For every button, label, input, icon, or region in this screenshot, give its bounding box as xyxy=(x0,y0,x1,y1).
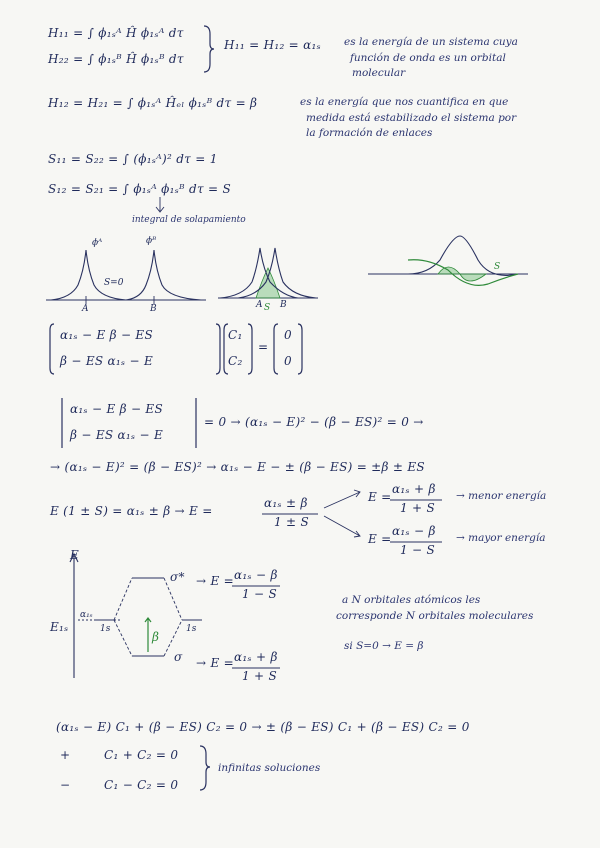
note-alpha-3: molecular xyxy=(352,67,406,79)
square-root-line: → (α₁ₛ − E)² = (β − ES)² → α₁ₛ − E − ± (β − ES) = ±β ± ES xyxy=(50,460,425,474)
note-n-orbitals-1: a N orbitales atómicos les xyxy=(342,594,481,606)
diagram-e1s: E₁ₛ xyxy=(50,620,69,634)
e-minus: E = xyxy=(368,532,392,546)
diagram-1s-left: 1s xyxy=(100,624,111,634)
final-equation-1: (α₁ₛ − E) C₁ + (β − ES) C₂ = 0 → ± (β − ES) C₁ + (β − ES) C₂ = 0 xyxy=(56,720,470,734)
h12-equation: H₁₂ = H₂₁ = ∫ ϕ₁ₛᴬ Ĥₑₗ ϕ₁ₛᴮ dτ = β xyxy=(48,96,258,110)
diagram-beta: β xyxy=(152,630,160,644)
diagram-sigma-star-eq: → E = xyxy=(196,574,234,588)
final-minus-sign: − xyxy=(60,778,71,792)
overlap-s-label: S xyxy=(264,303,271,313)
zero-1: 0 xyxy=(284,328,292,342)
h22-equation: H₂₂ = ∫ ϕ₁ₛᴮ Ĥ ϕ₁ₛᴮ dτ xyxy=(48,52,184,66)
final-brace xyxy=(196,744,212,792)
point-a2-label: A xyxy=(256,300,263,310)
e-minus-note: → mayor energía xyxy=(456,532,546,544)
s12-equation: S₁₂ = S₂₁ = ∫ ϕ₁ₛᴬ ϕ₁ₛᴮ dτ = S xyxy=(48,182,232,196)
point-a-label: A xyxy=(82,304,89,314)
wave-s-label: S xyxy=(494,262,501,272)
energy-fraction-den: 1 ± S xyxy=(274,515,310,529)
final-plus-sign: + xyxy=(60,748,71,762)
diagram-sigma-den: 1 + S xyxy=(242,669,278,683)
note-beta-3: la formación de enlaces xyxy=(306,127,433,139)
matrix-row-2: β − ES α₁ₛ − E xyxy=(60,354,154,368)
orbitals-separated-graph xyxy=(46,230,206,310)
diagram-1s-right: 1s xyxy=(186,624,197,634)
energy-fraction-num: α₁ₛ ± β xyxy=(264,496,308,510)
phi-a-label: ϕᴬ xyxy=(92,238,103,248)
overlap-label: integral de solapamiento xyxy=(132,215,246,225)
note-beta-2: medida está estabilizado el sistema por xyxy=(306,112,517,124)
diagram-e-axis: E xyxy=(70,548,80,562)
e-minus-num: α₁ₛ − β xyxy=(392,524,436,538)
orbitals-overlap-graph xyxy=(218,240,318,310)
h11-h12-alpha: H₁₁ = H₁₂ = α₁ₛ xyxy=(224,38,321,52)
phi-b-label: ϕᴮ xyxy=(146,236,157,246)
h11-equation: H₁₁ = ∫ ϕ₁ₛᴬ Ĥ ϕ₁ₛᴬ dτ xyxy=(48,26,184,40)
matrix-row-1: α₁ₛ − E β − ES xyxy=(60,328,154,342)
note-alpha-2: función de onda es un orbital xyxy=(350,52,506,64)
diagram-alpha: α₁ₛ xyxy=(80,610,93,620)
det-row-1: α₁ₛ − E β − ES xyxy=(70,402,164,416)
note-s-zero: si S=0 → E = β xyxy=(344,640,424,652)
diagram-sigma-star: σ* xyxy=(170,570,185,584)
s11-equation: S₁₁ = S₂₂ = ∫ (ϕ₁ₛᴬ)² dτ = 1 xyxy=(48,152,218,166)
note-n-orbitals-2: corresponde N orbitales moleculares xyxy=(336,610,534,622)
e-plus-num: α₁ₛ + β xyxy=(392,482,436,496)
note-alpha-1: es la energía de un sistema cuya xyxy=(344,36,518,48)
vector-c1: C₁ xyxy=(228,328,243,342)
point-b-label: B xyxy=(150,304,157,314)
diagram-sigma-star-den: 1 − S xyxy=(242,587,278,601)
e-plus-note: → menor energía xyxy=(456,490,547,502)
diagram-sigma-num: α₁ₛ + β xyxy=(234,650,278,664)
split-arrows xyxy=(322,486,366,542)
point-b2-label: B xyxy=(280,300,287,310)
e-plus: E = xyxy=(368,490,392,504)
diagram-sigma-star-num: α₁ₛ − β xyxy=(234,568,278,582)
det-row-2: β − ES α₁ₛ − E xyxy=(70,428,164,442)
note-beta-1: es la energía que nos cuantifica en que xyxy=(300,96,509,108)
zero-2: 0 xyxy=(284,354,292,368)
final-equation-3: C₁ − C₂ = 0 xyxy=(104,778,179,792)
equals-sign: = xyxy=(258,340,269,354)
det-equation: = 0 → (α₁ₛ − E)² − (β − ES)² = 0 → xyxy=(204,415,424,429)
overlap-arrow xyxy=(150,197,170,217)
vector-c2: C₂ xyxy=(228,354,243,368)
final-equation-2: C₁ + C₂ = 0 xyxy=(104,748,179,762)
h-brace xyxy=(200,24,216,74)
diagram-sigma: σ xyxy=(174,650,183,664)
diagram-sigma-eq: → E = xyxy=(196,656,234,670)
wave-overlap-graph xyxy=(368,230,528,300)
final-note: infinitas soluciones xyxy=(218,762,321,774)
e-minus-den: 1 − S xyxy=(400,543,436,557)
e-plus-den: 1 + S xyxy=(400,501,436,515)
s0-label: S=0 xyxy=(104,278,124,288)
energy-equation: E (1 ± S) = α₁ₛ ± β → E = xyxy=(50,504,213,518)
